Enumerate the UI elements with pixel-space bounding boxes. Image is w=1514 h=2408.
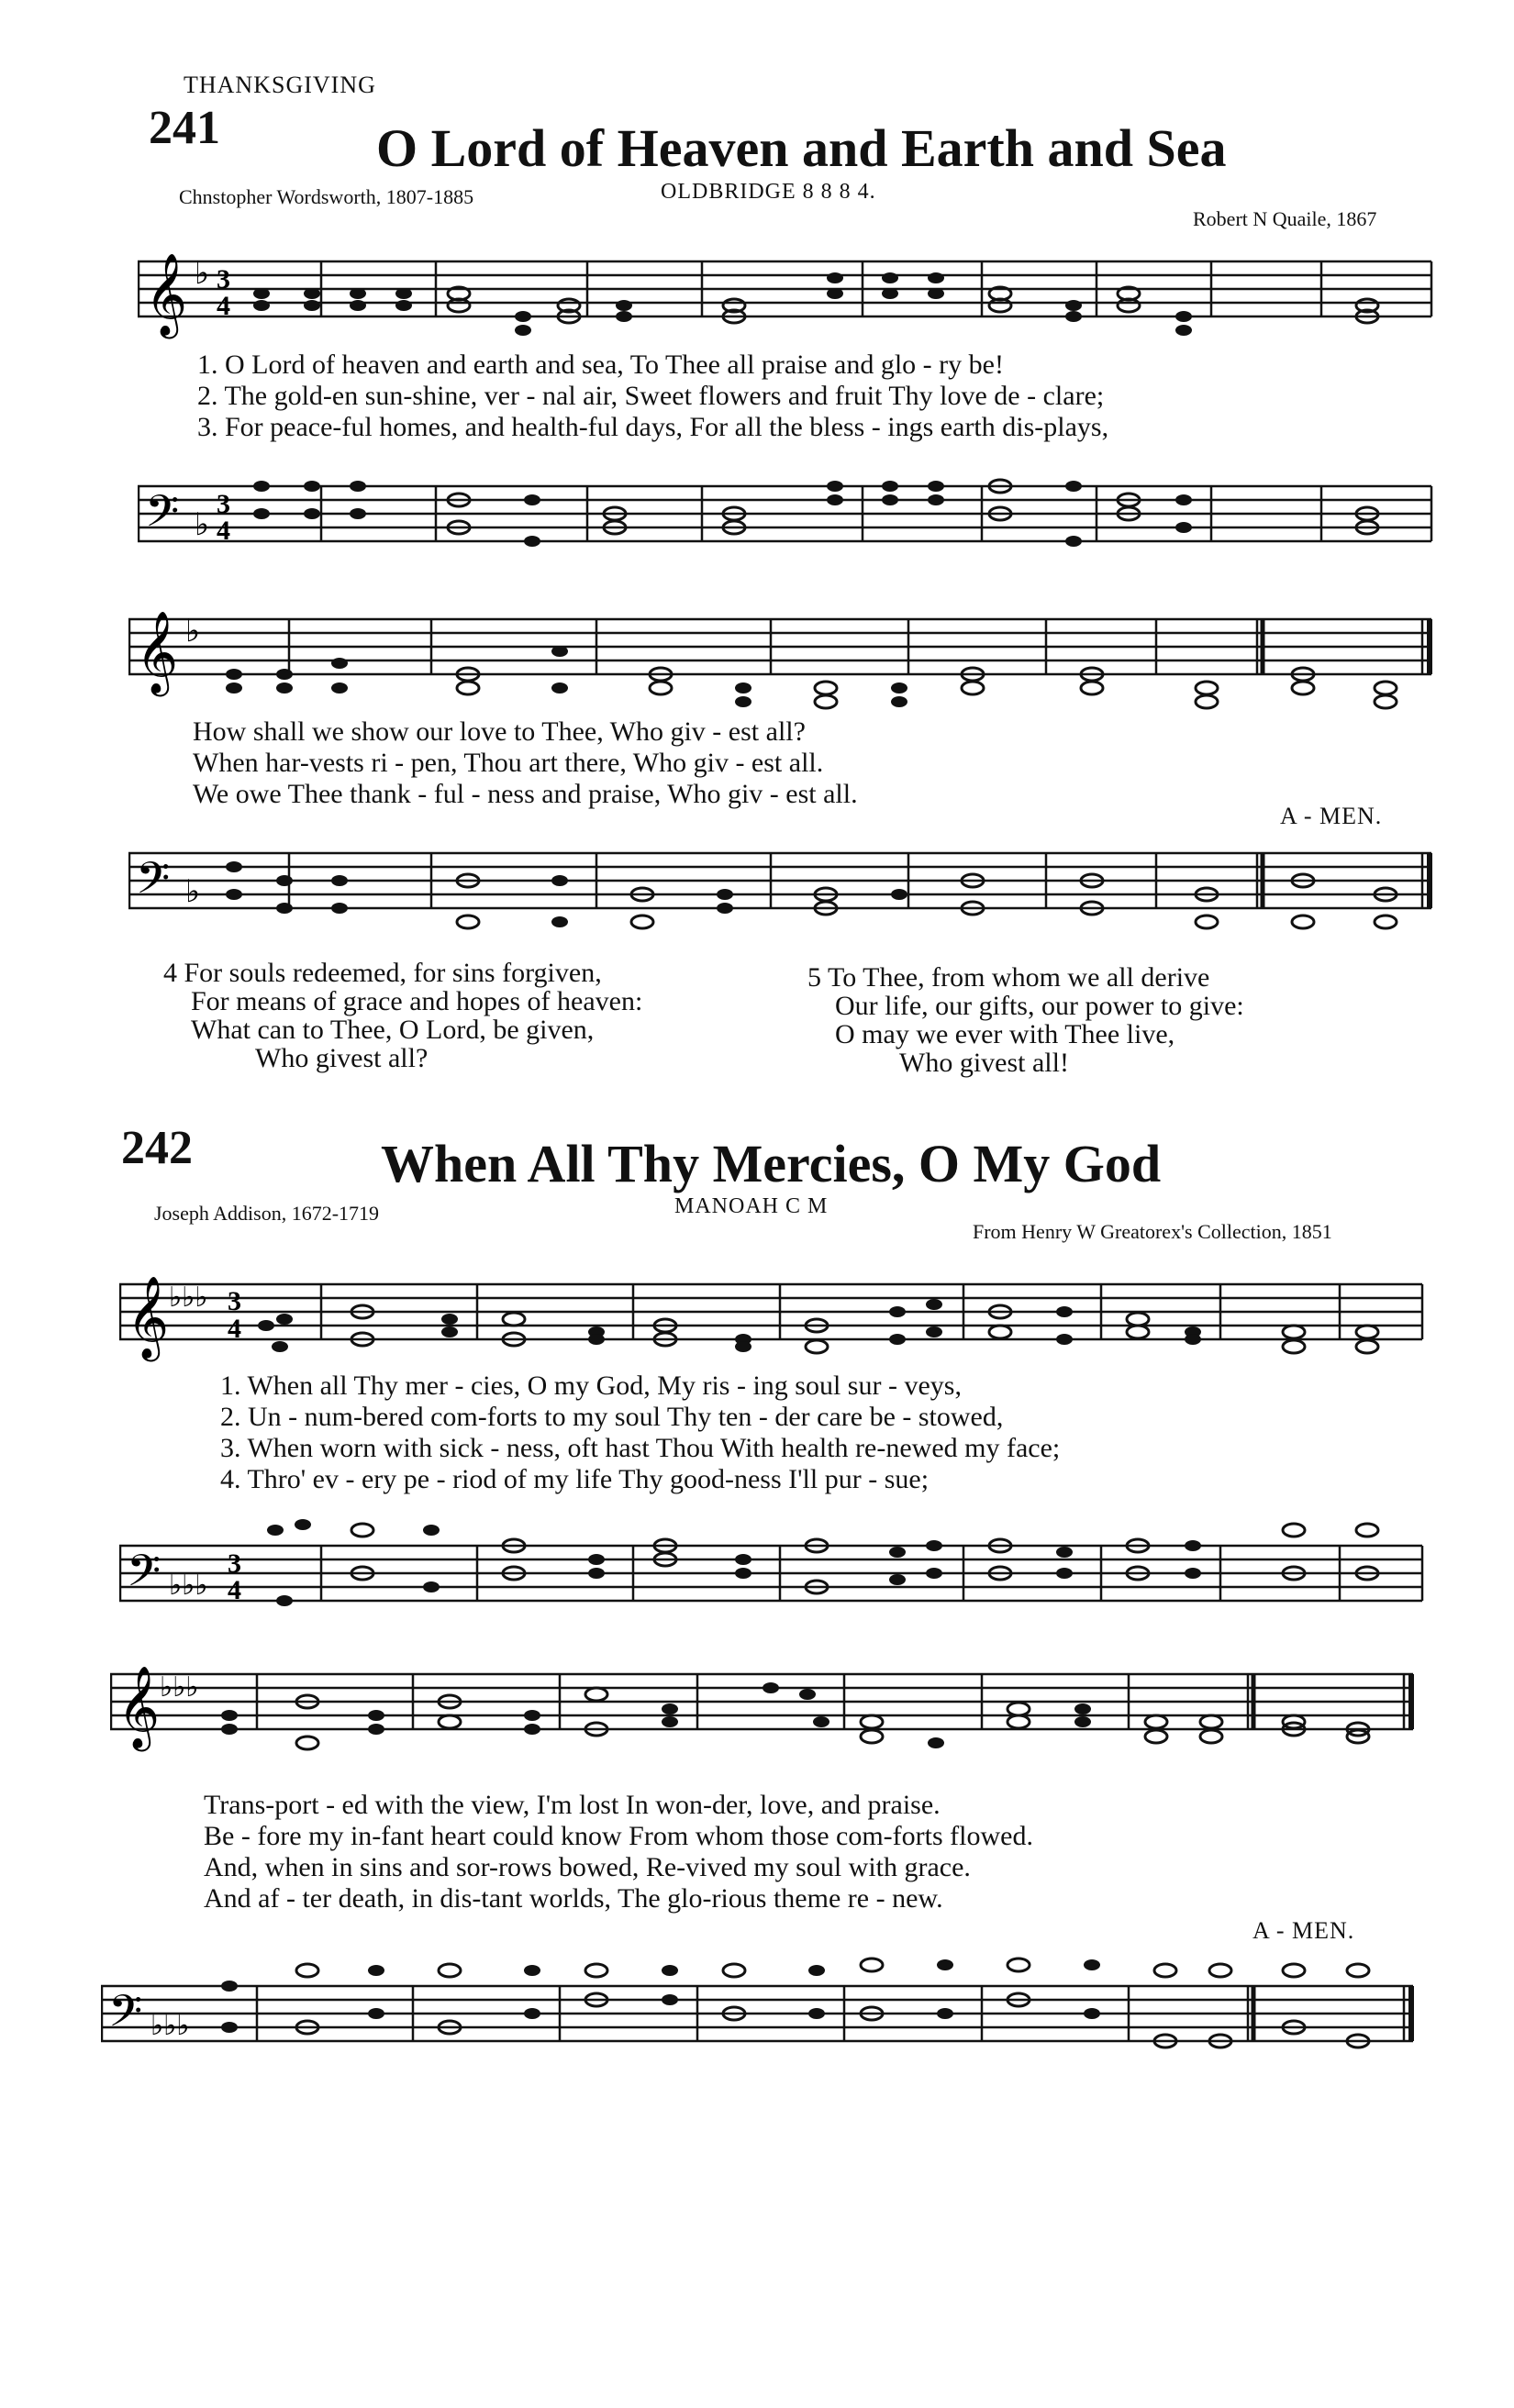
lyric-line: And, when in sins and sor-rows bowed, Re-vived my soul with grace. xyxy=(204,1852,971,1882)
svg-text:♭: ♭ xyxy=(185,613,201,649)
svg-text:♭: ♭ xyxy=(195,255,210,292)
svg-text:♭♭♭: ♭♭♭ xyxy=(169,1282,208,1314)
lyric-line: 2. Un - num-bered com-forts to my soul Thy ten - der care be - stowed, xyxy=(220,1402,1004,1432)
hymn-composer: From Henry W Greatorex's Collection, 1851 xyxy=(973,1220,1332,1243)
svg-text:♭♭♭: ♭♭♭ xyxy=(150,2010,190,2042)
stanza-line: 4 For souls redeemed, for sins forgiven, xyxy=(163,958,602,988)
lyric-line: How shall we show our love to Thee, Who giv - est all? xyxy=(193,716,806,747)
lyric-line: 1. When all Thy mer - cies, O my God, My ris - ing soul sur - veys, xyxy=(220,1370,962,1401)
tune-name: OLDBRIDGE 8 8 8 4. xyxy=(661,180,876,204)
stanza-line: Our life, our gifts, our power to give: xyxy=(835,991,1244,1021)
music-staff-bass xyxy=(138,463,1441,573)
lyric-line: 2. The gold-en sun-shine, ver - nal air, Sweet flowers and fruit Thy love de - clare; xyxy=(197,381,1105,411)
stanza-line: Who givest all! xyxy=(899,1048,1069,1078)
lyric-line: 3. For peace-ful homes, and health-ful days, For all the bless - ings earth dis-plays, xyxy=(197,412,1109,442)
svg-text:4: 4 xyxy=(228,1575,241,1605)
svg-text:♭: ♭ xyxy=(185,873,201,910)
amen-label: A - MEN. xyxy=(1280,803,1383,829)
music-staff-bass xyxy=(128,830,1441,949)
lyric-line: We owe Thee thank - ful - ness and praise, Who giv - est all. xyxy=(193,779,858,809)
stanza-line: 5 To Thee, from whom we all derive xyxy=(807,962,1210,993)
svg-text:𝄢: 𝄢 xyxy=(145,485,180,548)
stanza-5 xyxy=(807,963,1244,1077)
stanza-4 xyxy=(163,959,642,1072)
lyric-line: And af - ter death, in dis-tant worlds, The glo-rious theme re - new. xyxy=(204,1883,943,1914)
hymn-title: When All Thy Mercies, O My God xyxy=(381,1134,1162,1193)
lyric-line: When har-vests ri - pen, Thou art there, Who giv - est all. xyxy=(193,748,824,778)
lyric-line: 1. O Lord of heaven and earth and sea, To Thee all praise and glo - ry be! xyxy=(197,350,1004,380)
svg-text:𝄞: 𝄞 xyxy=(117,1666,161,1748)
lyric-line: Be - fore my in-fant heart could know From whom those com-forts flowed. xyxy=(204,1821,1033,1851)
svg-text:𝄞: 𝄞 xyxy=(136,611,179,694)
hymn-composer: Robert N Quaile, 1867 xyxy=(1193,207,1377,230)
music-staff-treble xyxy=(119,1257,1441,1367)
hymn-title: O Lord of Heaven and Earth and Sea xyxy=(376,118,1227,178)
stanza-line: What can to Thee, O Lord, be given, xyxy=(191,1015,595,1045)
svg-text:𝄢: 𝄢 xyxy=(127,1545,161,1607)
svg-text:♭: ♭ xyxy=(195,506,210,543)
music-staff-treble xyxy=(138,243,1441,344)
svg-text:4: 4 xyxy=(228,1314,241,1344)
svg-text:𝄞: 𝄞 xyxy=(127,1276,170,1359)
lyric-line: Trans-port - ed with the view, I'm lost In won-der, love, and praise. xyxy=(204,1790,941,1820)
svg-text:4: 4 xyxy=(217,516,230,546)
svg-text:𝄞: 𝄞 xyxy=(145,253,188,336)
stanza-line: For means of grace and hopes of heaven: xyxy=(191,986,643,1016)
music-staff-treble xyxy=(110,1656,1441,1775)
svg-text:𝄢: 𝄢 xyxy=(108,1985,143,2047)
tune-name: MANOAH C M xyxy=(674,1194,829,1218)
hymn-author: Chnstopher Wordsworth, 1807-1885 xyxy=(179,185,474,208)
svg-text:3: 3 xyxy=(228,1286,241,1316)
hymn-number: 242 xyxy=(121,1122,193,1174)
svg-text:3: 3 xyxy=(217,489,230,519)
amen-label: A - MEN. xyxy=(1252,1917,1355,1944)
stanza-line: Who givest all? xyxy=(255,1043,429,1073)
music-staff-bass xyxy=(101,1945,1441,2082)
stanza-line: O may we ever with Thee live, xyxy=(835,1019,1175,1049)
svg-text:4: 4 xyxy=(217,291,230,321)
music-staff-treble xyxy=(128,601,1441,720)
svg-text:3: 3 xyxy=(228,1548,241,1579)
svg-text:3: 3 xyxy=(217,264,230,294)
hymn-number: 241 xyxy=(149,102,220,154)
lyric-line: 4. Thro' ev - ery pe - riod of my life Thy good-ness I'll pur - sue; xyxy=(220,1464,930,1494)
section-label: THANKSGIVING xyxy=(184,72,376,98)
lyric-line: 3. When worn with sick - ness, oft hast Thou With health re-newed my face; xyxy=(220,1433,1061,1463)
svg-text:♭♭♭: ♭♭♭ xyxy=(160,1671,199,1703)
music-staff-bass xyxy=(119,1504,1441,1633)
svg-text:𝄢: 𝄢 xyxy=(136,852,171,915)
svg-text:♭♭♭: ♭♭♭ xyxy=(169,1570,208,1602)
hymn-author: Joseph Addison, 1672-1719 xyxy=(154,1202,380,1225)
